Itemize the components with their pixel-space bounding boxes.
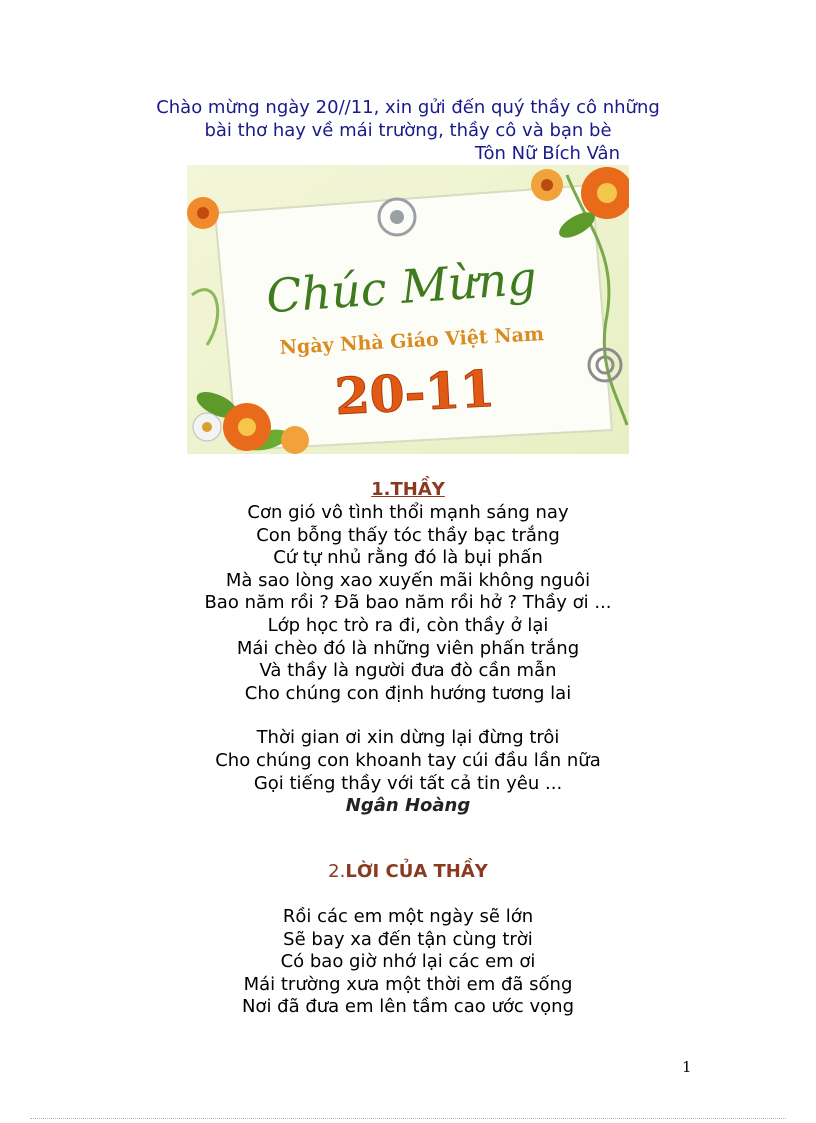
title-gap: [100, 884, 716, 906]
page-bottom-border: [30, 1118, 786, 1119]
verse-line: Có bao giờ nhớ lại các em ơi: [280, 951, 536, 973]
banner-greeting-text: Chúc Mừng: [264, 250, 539, 324]
verse-line: Mái chèo đó là những viên phấn trắng: [236, 637, 580, 659]
verse-line: Sẽ bay xa đến tận cùng trời: [283, 928, 533, 950]
poem-title-text: LỜI CỦA THẦY: [345, 861, 488, 882]
verse-line: Bao năm rồi ? Đã bao năm rồi hở ? Thầy ơi ...: [204, 592, 612, 614]
poem-title-number: 2.: [328, 861, 346, 882]
banner-illustration: [187, 165, 629, 454]
poem-stanza-1: [100, 906, 716, 1019]
intro-line-1: Chào mừng ngày 20//11, xin gửi đến quý thầy cô những: [156, 97, 660, 118]
poem-stanza-2: [100, 727, 716, 795]
flower-icon: [187, 197, 219, 229]
poem-author: Ngân Hoàng: [345, 795, 471, 817]
page-number: 1: [682, 1058, 692, 1076]
intro-block: [120, 96, 696, 165]
verse-line: Cứ tự nhủ rằng đó là bụi phấn: [273, 547, 543, 569]
poem-stanza-1: [100, 502, 716, 705]
verse-line: Lớp học trò ra đi, còn thầy ở lại: [267, 614, 549, 636]
stanza-gap: [100, 705, 716, 727]
poem-title: 1.THẦY: [371, 479, 445, 500]
verse-line: Cho chúng con định hướng tương lai: [244, 682, 572, 704]
verse-line: Cho chúng con khoanh tay cúi đầu lần nữa: [215, 749, 601, 771]
banner-subtitle-text: Ngày Nhà Giáo Việt Nam: [279, 323, 545, 359]
verse-line: Rồi các em một ngày sẽ lớn: [282, 906, 534, 927]
poem-title: [100, 860, 716, 884]
verse-line: Thời gian ơi xin dừng lại đừng trôi: [256, 727, 560, 749]
verse-line: Mái trường xưa một thời em đã sống: [243, 973, 573, 995]
poem-thay: [100, 478, 716, 817]
verse-line: Gọi tiếng thầy với tất cả tin yêu ...: [253, 772, 563, 794]
verse-line: Con bỗng thấy tóc thầy bạc trắng: [256, 524, 560, 546]
banner-date-text: 20-11: [333, 358, 497, 427]
verse-line: Và thầy là người đưa đò cần mẫn: [259, 660, 557, 682]
intro-author: Tôn Nữ Bích Vân: [474, 143, 620, 164]
poem-loi-cua-thay: [100, 860, 716, 1019]
verse-line: Mà sao lòng xao xuyến mãi không nguôi: [225, 569, 591, 591]
verse-line: Cơn gió vô tình thổi mạnh sáng nay: [247, 502, 569, 523]
greeting-banner-image: [187, 165, 629, 454]
intro-line-2: bài thơ hay về mái trường, thầy cô và bạn bè: [204, 120, 612, 141]
verse-line: Nơi đã đưa em lên tầm cao ước vọng: [241, 996, 575, 1018]
